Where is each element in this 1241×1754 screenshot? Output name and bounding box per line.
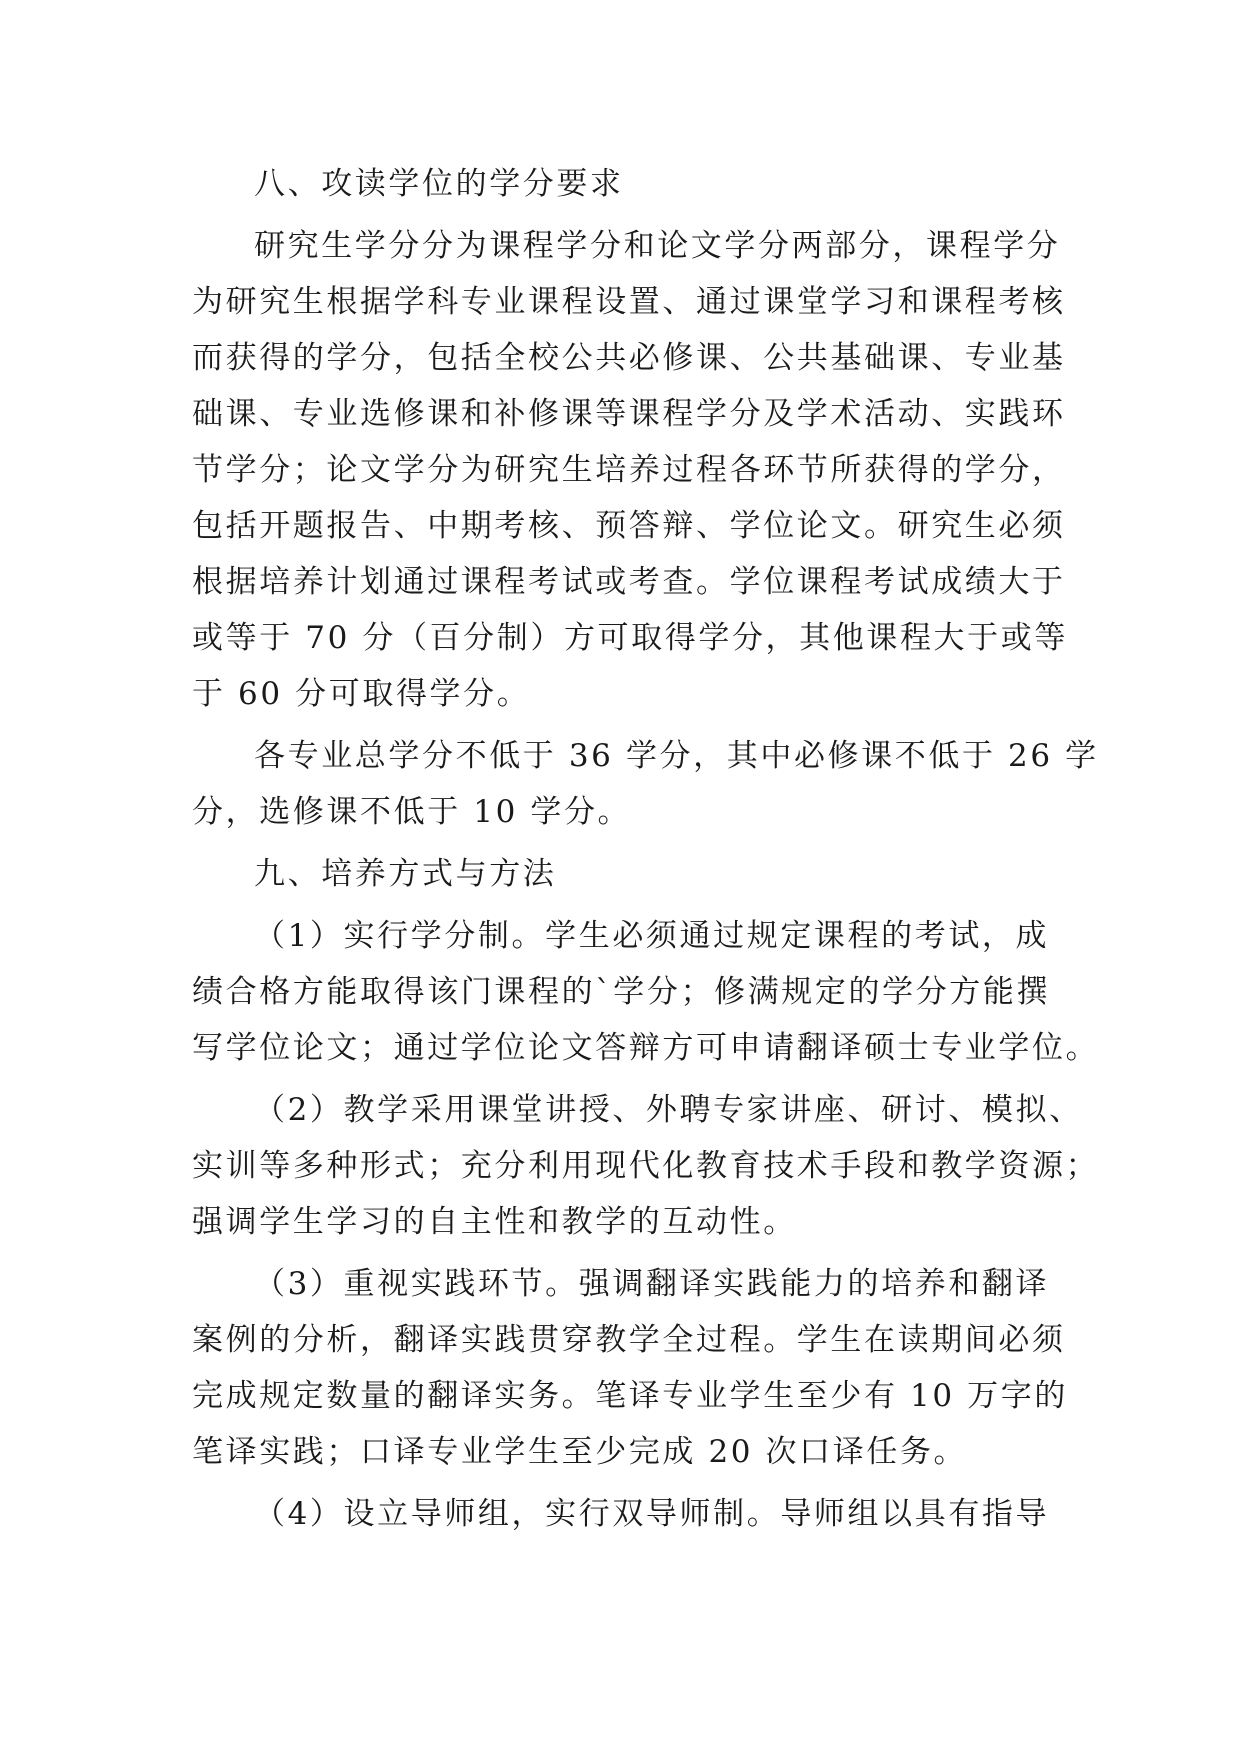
paragraph-line: 或等于 70 分（百分制）方可取得学分，其他课程大于或等: [192, 620, 1068, 656]
paragraph-line: 笔译实践；口译专业学生至少完成 20 次口译任务。: [192, 1434, 968, 1470]
paragraph-line: 于 60 分可取得学分。: [192, 676, 531, 712]
paragraph-line: 研究生学分分为课程学分和论文学分两部分，课程学分: [254, 228, 1061, 264]
paragraph-line: 各专业总学分不低于 36 学分，其中必修课不低于 26 学: [254, 738, 1099, 774]
paragraph-line: （1）实行学分制。学生必须通过规定课程的考试，成: [254, 918, 1050, 954]
paragraph-line: 案例的分析，翻译实践贯穿教学全过程。学生在读期间必须: [192, 1322, 1066, 1358]
paragraph-line: 为研究生根据学科专业课程设置、通过课堂学习和课程考核: [192, 284, 1066, 320]
paragraph-line: 强调学生学习的自主性和教学的互动性。: [192, 1204, 797, 1240]
paragraph-line: 础课、专业选修课和补修课等课程学分及学术活动、实践环: [192, 396, 1066, 432]
paragraph-line: 写学位论文；通过学位论文答辩方可申请翻译硕士专业学位。: [192, 1030, 1100, 1066]
paragraph-line: 节学分；论文学分为研究生培养过程各环节所获得的学分，: [192, 452, 1066, 488]
paragraph-line: （2）教学采用课堂讲授、外聘专家讲座、研讨、模拟、: [254, 1092, 1083, 1128]
paragraph-line: 实训等多种形式；充分利用现代化教育技术手段和教学资源；: [192, 1148, 1100, 1184]
paragraph-line: 而获得的学分，包括全校公共必修课、公共基础课、专业基: [192, 340, 1066, 376]
paragraph-line: （3）重视实践环节。强调翻译实践能力的培养和翻译: [254, 1266, 1050, 1302]
paragraph-line: 完成规定数量的翻译实务。笔译专业学生至少有 10 万字的: [192, 1378, 1068, 1414]
paragraph-line: 绩合格方能取得该门课程的`学分；修满规定的学分方能撰: [192, 974, 1051, 1010]
paragraph-line: 根据培养计划通过课程考试或考查。学位课程考试成绩大于: [192, 564, 1066, 600]
section-heading-credits: 八、攻读学位的学分要求: [254, 166, 624, 202]
paragraph-line: 包括开题报告、中期考核、预答辩、学位论文。研究生必须: [192, 508, 1066, 544]
paragraph-line: 分，选修课不低于 10 学分。: [192, 794, 632, 830]
section-heading-methods: 九、培养方式与方法: [254, 856, 557, 892]
paragraph-line: （4）设立导师组，实行双导师制。导师组以具有指导: [254, 1496, 1050, 1532]
